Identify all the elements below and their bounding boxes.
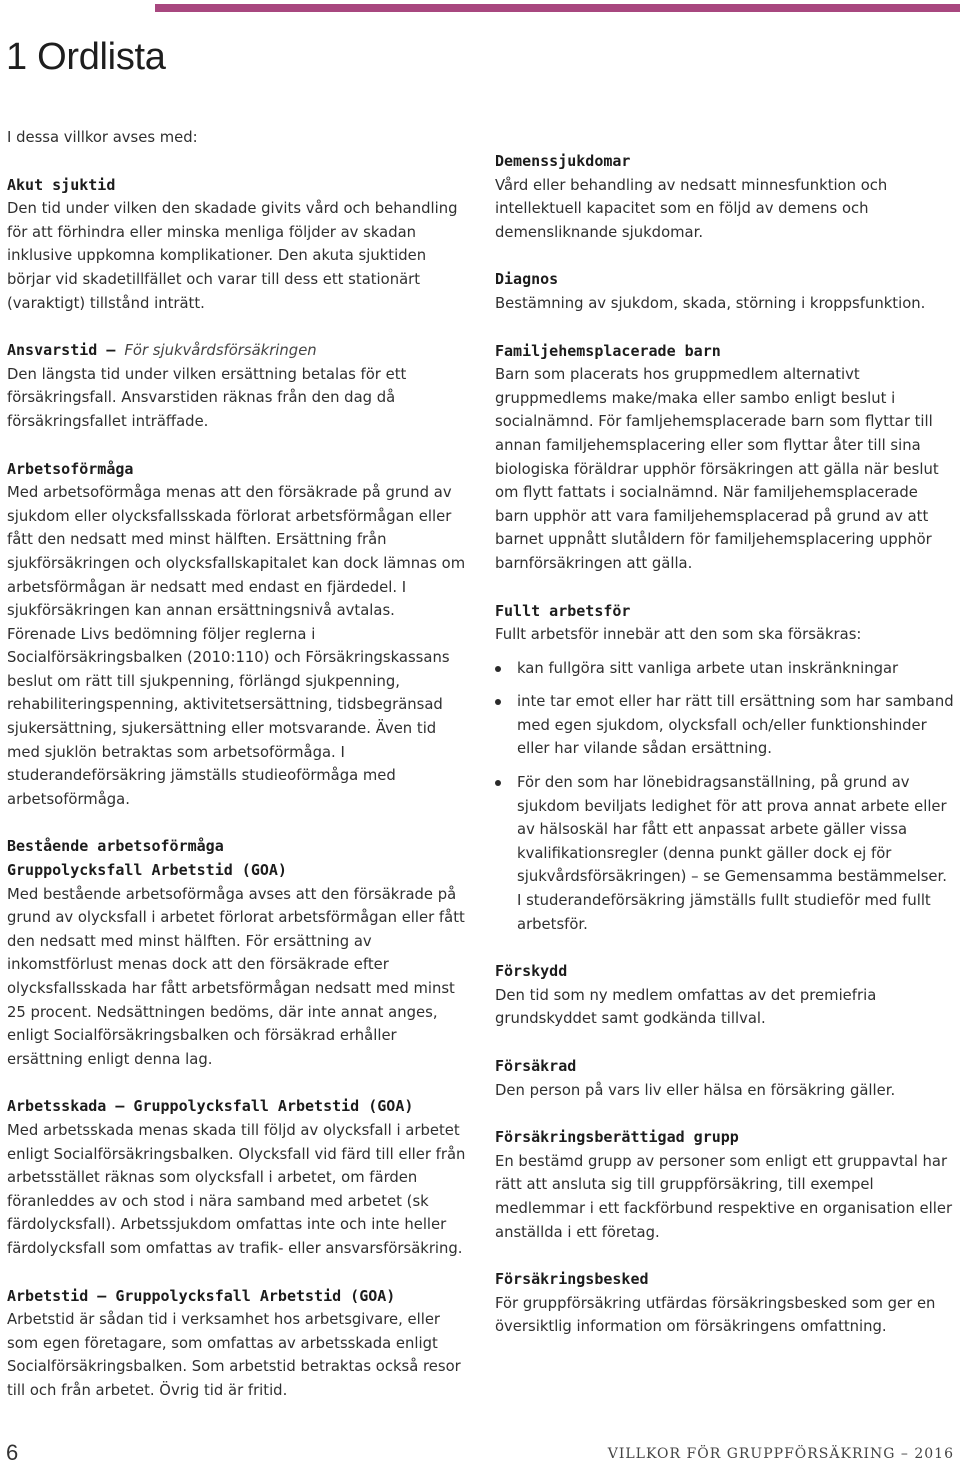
term-heading: Fullt arbetsför [495, 601, 631, 620]
term-heading: Försäkrad [495, 1057, 577, 1075]
glossary-entry-ansvarstid [7, 339, 467, 433]
term-definition: Den tid som ny medlem omfattas av det premiefria grundskyddet samt godkända tillval. [495, 986, 877, 1028]
list-item [495, 771, 955, 936]
glossary-entry-arbetsskada [7, 1095, 467, 1260]
accent-bar [155, 4, 960, 12]
glossary-entry-forskydd [495, 960, 955, 1031]
glossary-entry-akut-sjuktid [7, 174, 467, 316]
glossary-entry-arbetstid [7, 1285, 467, 1403]
term-heading: Familjehemsplacerade barn [495, 341, 721, 360]
term-heading: Diagnos [495, 270, 559, 289]
left-column [7, 126, 467, 1427]
glossary-entry-arbetsoformaga [7, 458, 467, 812]
term-dash: – [97, 341, 125, 360]
list-item-text: För den som har lönebidragsanställning, på grund av sjukdom beviljats ledighet för att prova annat arbete eller av hälsoskäl har fått ett anpassat arbete gäller vissa kvalifikationsregler (denna punkt gäller dock ej för sjukvårdsförsäkringen) – se Gemensamma bestämmelser. I studerandeförsäkring jämställs fullt studieför med fullt arbetsför. [517, 774, 947, 933]
page-number: 6 [6, 1440, 19, 1465]
bullet-icon [495, 780, 501, 786]
glossary-entry-familjehemsplacerade-barn [495, 340, 955, 576]
term-name: Ansvarstid [7, 341, 98, 360]
right-column [495, 150, 955, 1363]
bullet-icon [495, 666, 501, 672]
term-heading: Arbetstid – Gruppolycksfall Arbetstid (GOA) [7, 1286, 396, 1305]
term-definition: Den längsta tid under vilken ersättning betalas för ett försäkringsfall. Ansvarstiden räknas från den dag då försäkringsfallet inträffade. [7, 365, 407, 430]
term-definition: Barn som placerats hos gruppmedlem alternativt gruppmedlems make/maka eller sambo enligt beslut i socialnämnd. För famljehemsplacerade barn som flyttar till annan familjehemsplacering eller som flyttar åter till sina biologiska föräldrar upphör försäkringen att gälla när beslut om flytt fattats i socialnämnd. När familjehemsplacerade barn upphör att vara familjehemsplacerad på grund av att barnet uppnått slutåldern för familjehemsplacering upphör barnförsäkringen att gälla. [495, 366, 939, 572]
intro-text: I dessa villkor avses med: [7, 129, 198, 146]
list-item-text: inte tar emot eller har rätt till ersättning som har samband med egen sjukdom, olycksfall och/eller funktionshinder eller har vilande sådan ersättning. [517, 693, 954, 758]
footer-document-title: VILLKOR FÖR GRUPPFÖRSÄKRING – 2016 [607, 1446, 954, 1462]
term-definition: Bestämning av sjukdom, skada, störning i kroppsfunktion. [495, 294, 926, 312]
term-heading: Demenssjukdomar [495, 152, 631, 170]
term-definition: Med bestående arbetsoförmåga avses att den försäkrade på grund av olycksfall i arbetet förlorat arbetsförmågan eller fått den nedsatt med minst hälften. För ersättning av inkomstförlust menas dock att den försäkrade efter olycksfallsskada har fått arbetsförmågan nedsatt med minst 25 procent. Nedsättningen bedöms, där inte annat anges, enligt Socialförsäkringsbalken och försäkrad erhåller ersättning enligt denna lag. [7, 885, 465, 1068]
glossary-entry-fullt-arbetsfor [495, 600, 955, 937]
glossary-entry-bestaende-arbetsoformaga [7, 835, 467, 1071]
term-heading [7, 339, 467, 363]
list-item [495, 690, 955, 761]
term-heading: Förskydd [495, 962, 568, 981]
list-item-text: kan fullgöra sitt vanliga arbete utan inskränkningar [517, 659, 899, 677]
glossary-entry-demenssjukdomar [495, 150, 955, 244]
term-definition: Den tid under vilken den skadade givits vård och behandling för att förhindra eller minska menliga följder av skadan inklusive uppkomna komplikationer. Den akuta sjuktiden börjar vid skadetillfället och varar till dess ett stationärt (varaktigt) tillstånd inträtt. [7, 200, 458, 312]
term-heading: Akut sjuktid [7, 175, 116, 194]
term-heading: Försäkringsberättigad grupp [495, 1128, 739, 1147]
term-heading: Arbetsoförmåga [7, 459, 134, 478]
term-definition: Med arbetsskada menas skada till följd av olycksfall i arbetet enligt Socialförsäkringsbalken. Olycksfall vid färd till eller från arbetsstället räknas som olycksfall i arbetet, om färden föranleddes av och stod i nära samband med arbetet (sk färdolycksfall). Arbetssjukdom omfattas inte och inte heller färdolycksfall som omfattas av trafik- eller ansvarsförsäkring. [7, 1121, 466, 1257]
glossary-entry-forsakrad [495, 1055, 955, 1102]
glossary-entry-forsakringsberattigad-grupp [495, 1126, 955, 1244]
term-definition: Vård eller behandling av nedsatt minnesfunktion och intellektuell kapacitet som en följd av demens och demensliknande sjukdomar. [495, 176, 888, 241]
term-definition: Den person på vars liv eller hälsa en försäkring gäller. [495, 1081, 896, 1099]
bullet-list [495, 657, 955, 937]
term-heading: Bestående arbetsoförmåga [7, 837, 224, 856]
term-definition: Med arbetsoförmåga menas att den försäkrade på grund av sjukdom eller olycksfallsskada förlorat arbetsförmågan eller fått den nedsatt med minst hälften. Ersättning från sjukförsäkringen och olycksfallskapitalet kan dock lämnas om arbetsförmågan är nedsatt med endast en fjärdedel. I sjukförsäkringen kan annan ersättningsnivå avtalas. Förenade Livs bedömning följer reglerna i Socialförsäkringsbalken (2010:110) och Försäkringskassans beslut om rätt till sjukpenning, förlängd sjukpenning, rehabiliteringspenning, aktivitetsersättning, tidsbegränsad sjukersättning, sjukersättning eller motsvarande. Även tid med sjuklön betraktas som arbetsoförmåga. I studerandeförsäkring jämställs studieoförmåga med arbetsoförmåga. [7, 484, 466, 808]
term-definition: Arbetstid är sådan tid i verksamhet hos arbetsgivare, eller som egen företagare, som omfattas av arbetsskada enligt Socialförsäkringsbalken. Som arbetstid betraktas också resor till och från arbetet. Övrig tid är fritid. [7, 1311, 461, 1399]
term-context: För sjukvårdsförsäkringen [124, 342, 317, 360]
term-definition: Fullt arbetsför innebär att den som ska försäkras: [495, 626, 862, 644]
term-heading: Arbetsskada – Gruppolycksfall Arbetstid (GOA) [7, 1097, 414, 1116]
glossary-entry-forsakringsbesked [495, 1268, 955, 1339]
list-item [495, 657, 955, 681]
glossary-entry-diagnos [495, 268, 955, 315]
bullet-icon [495, 699, 501, 705]
page-title: 1 Ordlista [6, 36, 166, 78]
term-definition: För gruppförsäkring utfärdas försäkringsbesked som ger en översiktlig information om försäkringens omfattning. [495, 1294, 936, 1336]
term-definition: En bestämd grupp av personer som enligt ett gruppavtal har rätt att ansluta sig till gruppförsäkring, till exempel medlemmar i ett fackförbund respektive en organisation eller anställda i ett företag. [495, 1152, 953, 1241]
term-subheading: Gruppolycksfall Arbetstid (GOA) [7, 861, 287, 880]
term-heading: Försäkringsbesked [495, 1270, 649, 1289]
